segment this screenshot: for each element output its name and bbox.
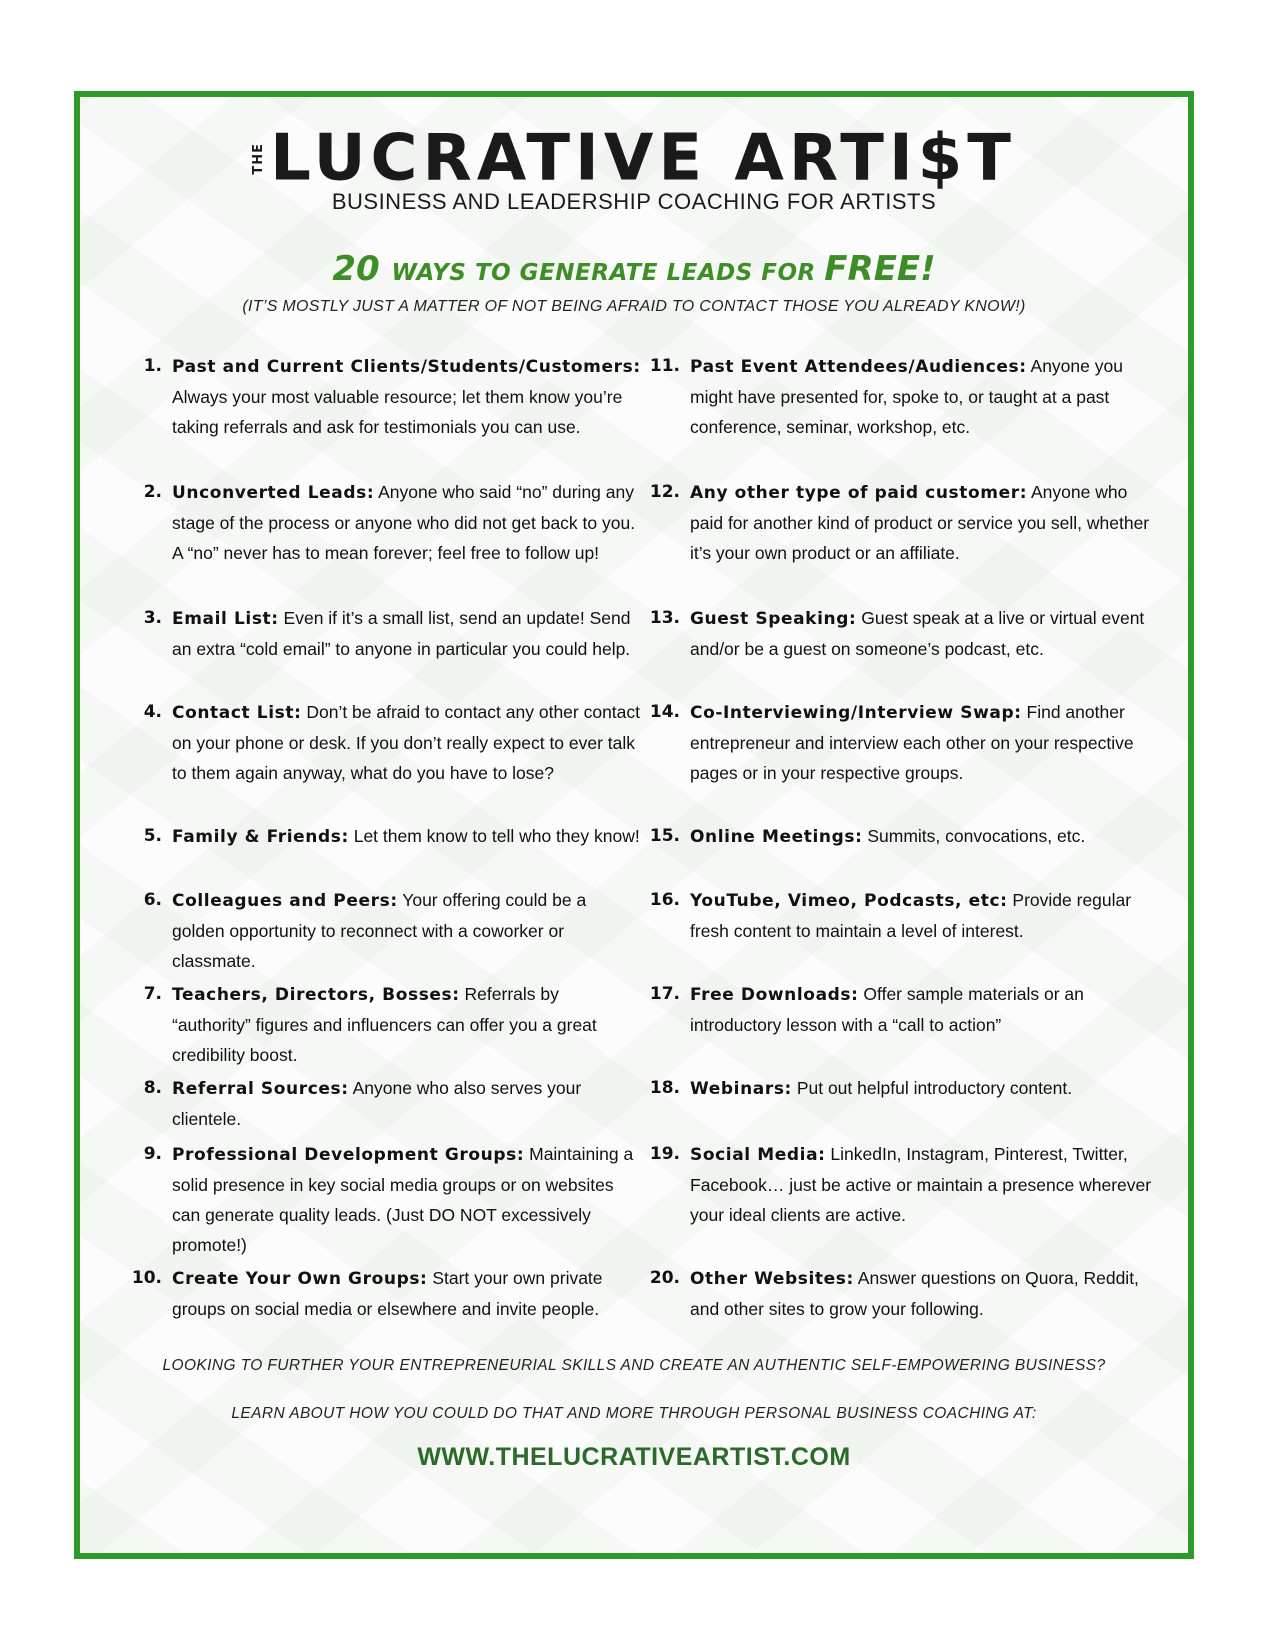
item-description: Don’t be afraid to contact any other contact on your phone or desk. If you don’t really expect to ever talk to them again anyway, what do you have to lose?: [172, 702, 641, 783]
item-number: 5.: [143, 826, 162, 846]
item-label: Guest Speaking:: [690, 609, 857, 629]
item-number: 14.: [649, 702, 680, 722]
item-description: Your offering could be a golden opportunity to reconnect with a coworker or classmate.: [172, 890, 587, 971]
item-description: Always your most valuable resource; let them know you’re taking referrals and ask for testimonials you can use.: [172, 387, 623, 437]
item-description: Maintaining a solid presence in key social media groups or on websites can generate quality leads. (Just DO NOT excessively promote!): [172, 1144, 634, 1255]
brand-logo: [80, 119, 1188, 194]
item-description: Even if it’s a small list, send an update! Send an extra “cold email” to anyone in particular you could help.: [172, 608, 631, 659]
item-description: Anyone who paid for another kind of product or service you sell, whether it’s your own product or an affiliate.: [690, 482, 1150, 563]
item-number: 16.: [649, 890, 680, 910]
item-description: Provide regular fresh content to maintain a level of interest.: [690, 890, 1132, 941]
item-description: LinkedIn, Instagram, Pinterest, Twitter, Facebook… just be active or maintain a presence wherever your ideal clients are active.: [690, 1144, 1152, 1225]
item-description: Summits, convocations, etc.: [862, 826, 1086, 846]
website-link[interactable]: WWW.THELUCRATIVEARTIST.COM: [417, 1443, 851, 1471]
item-number: 9.: [143, 1144, 162, 1164]
footer-invitation: LEARN ABOUT HOW YOU COULD DO THAT AND MORE THROUGH PERSONAL BUSINESS COACHING AT:: [231, 1405, 1037, 1422]
title-middle: WAYS TO GENERATE LEADS FOR: [391, 260, 825, 286]
item-label: Social Media:: [690, 1145, 826, 1165]
item-number: 15.: [649, 826, 680, 846]
item-label: Contact List:: [172, 703, 302, 723]
item-description: Guest speak at a live or virtual event and/or be a guest on someone’s podcast, etc.: [690, 608, 1145, 659]
title-free: FREE!: [824, 249, 936, 289]
item-label: Other Websites:: [690, 1269, 854, 1289]
item-number: 18.: [649, 1078, 680, 1098]
item-description: Let them know to tell who they know!: [348, 826, 640, 846]
item-label: Create Your Own Groups:: [172, 1269, 428, 1289]
item-number: 20.: [649, 1268, 680, 1288]
footer-question: LOOKING TO FURTHER YOUR ENTREPRENEURIAL SKILLS AND CREATE AN AUTHENTIC SELF-EMPOWERING BUSINESS?: [162, 1357, 1106, 1374]
item-description: Put out helpful introductory content.: [791, 1078, 1073, 1098]
item-number: 4.: [143, 702, 162, 722]
item-description: Start your own private groups on social media or elsewhere and invite people.: [172, 1268, 603, 1319]
subtitle: (IT’S MOSTLY JUST A MATTER OF NOT BEING AFRAID TO CONTACT THOSE YOU ALREADY KNOW!): [242, 298, 1026, 315]
item-label: Professional Development Groups:: [172, 1145, 525, 1165]
item-label: Webinars:: [690, 1079, 792, 1099]
item-description: Answer questions on Quora, Reddit, and other sites to grow your following.: [690, 1268, 1139, 1319]
item-label: Unconverted Leads:: [172, 483, 375, 503]
logo-the: THE: [251, 142, 267, 175]
item-label: Email List:: [172, 609, 279, 629]
item-number: 3.: [143, 608, 162, 628]
item-label: Past Event Attendees/Audiences:: [690, 357, 1027, 377]
item-description: Anyone you might have presented for, spoke to, or taught at a past conference, seminar, workshop, etc.: [690, 356, 1123, 437]
item-number: 19.: [649, 1144, 680, 1164]
page-title: [80, 249, 1188, 289]
tagline: BUSINESS AND LEADERSHIP COACHING FOR ARTISTS: [331, 189, 937, 214]
item-description: Anyone who said “no” during any stage of the process or anyone who did not get back to you. A “no” never has to mean forever; feel free to follow up!: [172, 482, 636, 563]
item-description: Referrals by “authority” figures and influencers can offer you a great credibility boost.: [172, 984, 597, 1065]
item-number: 10.: [131, 1268, 162, 1288]
flyer-frame: [74, 91, 1194, 1559]
item-number: 2.: [143, 482, 162, 502]
item-label: Teachers, Directors, Bosses:: [172, 985, 460, 1005]
item-label: YouTube, Vimeo, Podcasts, etc:: [690, 891, 1008, 911]
item-number: 11.: [649, 356, 680, 376]
item-label: Online Meetings:: [690, 827, 863, 847]
item-label: Co-Interviewing/Interview Swap:: [690, 703, 1022, 723]
item-description: Anyone who also serves your clientele.: [172, 1078, 582, 1129]
item-label: Any other type of paid customer:: [690, 483, 1028, 503]
item-number: 17.: [649, 984, 680, 1004]
item-label: Past and Current Clients/Students/Customers:: [172, 357, 641, 377]
title-number: 20: [332, 249, 392, 289]
item-number: 1.: [143, 356, 162, 376]
item-number: 6.: [143, 890, 162, 910]
item-label: Free Downloads:: [690, 985, 859, 1005]
item-number: 8.: [143, 1078, 162, 1098]
item-label: Referral Sources:: [172, 1079, 349, 1099]
item-description: Offer sample materials or an introductory lesson with a “call to action”: [690, 984, 1084, 1035]
logo-wordmark: LUCRATIVE ARTI$T: [270, 121, 1016, 196]
item-label: Colleagues and Peers:: [172, 891, 398, 911]
item-number: 7.: [143, 984, 162, 1004]
item-description: Find another entrepreneur and interview each other on your respective pages or in your respective groups.: [690, 702, 1134, 783]
item-label: Family & Friends:: [172, 827, 349, 847]
item-number: 12.: [649, 482, 680, 502]
item-number: 13.: [649, 608, 680, 628]
